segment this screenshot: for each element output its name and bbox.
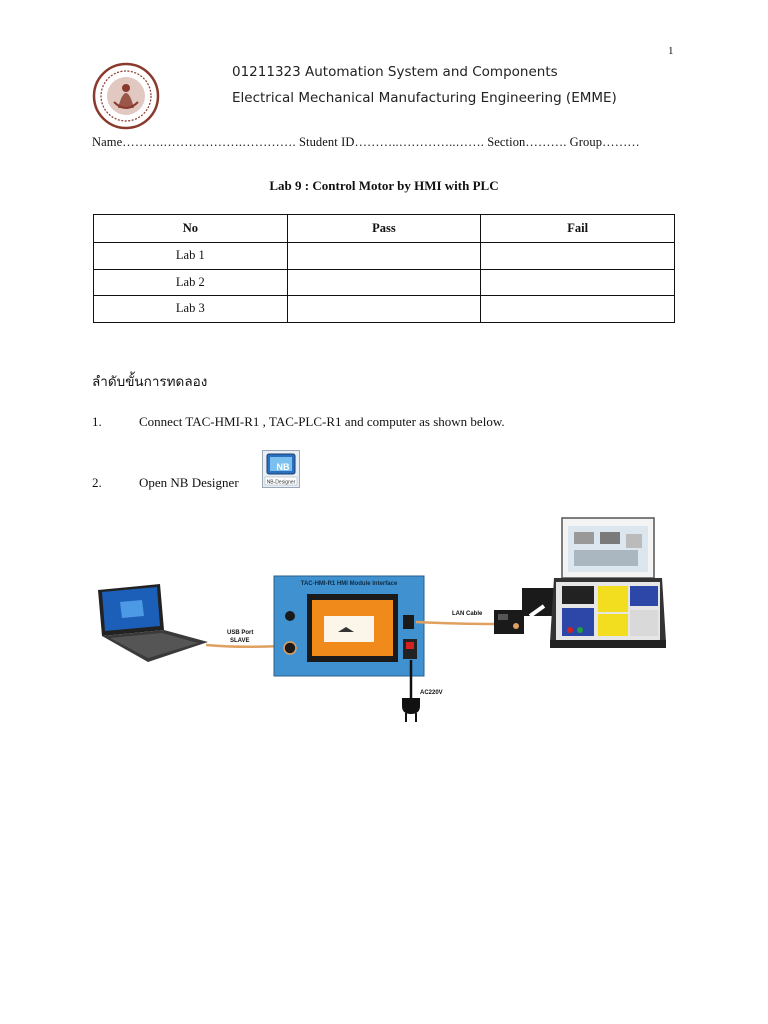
connection-diagram: [90, 512, 670, 730]
table-row: [94, 243, 675, 270]
course-title: 01211323 Automation System and Components: [232, 64, 558, 80]
student-info-line[interactable]: Name……….……………….…………. Student ID………..…………..……. Section………. Group………: [92, 135, 640, 149]
svg-text:NB: NB: [276, 462, 290, 472]
step-number: 2.: [92, 475, 102, 490]
nb-designer-app-icon[interactable]: [262, 450, 300, 488]
column-header-pass: Pass: [287, 215, 481, 243]
step-text: Connect TAC-HMI-R1 , TAC-PLC-R1 and computer as shown below.: [139, 414, 505, 429]
table-header-row: [94, 215, 675, 243]
pass-cell[interactable]: [287, 243, 481, 270]
table-row: [94, 296, 675, 323]
plc-trainer-case-icon: [550, 518, 666, 648]
laptop-icon: [98, 584, 208, 662]
page-number: 1: [668, 45, 674, 57]
hmi-module-icon: [274, 576, 424, 676]
fail-cell[interactable]: [481, 243, 675, 270]
column-header-no: No: [94, 215, 288, 243]
table-row: [94, 269, 675, 296]
pass-cell[interactable]: [287, 296, 481, 323]
lab-title: Lab 9 : Control Motor by HMI with PLC: [269, 178, 499, 193]
column-header-fail: Fail: [481, 215, 675, 243]
lab-number-cell: Lab 3: [94, 296, 288, 323]
lan-cable-label: LAN Cable: [452, 611, 483, 617]
hmi-title-label: TAC-HMI-R1 HMI Module Interface: [300, 581, 398, 587]
step-number: 1.: [92, 414, 102, 429]
usb-port-label: USB Port: [227, 630, 254, 636]
department-name: Electrical Mechanical Manufacturing Engineering (EMME): [232, 90, 617, 106]
result-table: [93, 214, 675, 323]
fail-cell[interactable]: [481, 296, 675, 323]
svg-text:NB-Designer: NB-Designer: [266, 479, 296, 486]
step-text: Open NB Designer: [139, 475, 239, 490]
pass-cell[interactable]: [287, 269, 481, 296]
ac-voltage-label: AC220V: [420, 690, 443, 696]
power-plug-icon: [402, 698, 420, 722]
lab-number-cell: Lab 1: [94, 243, 288, 270]
university-seal-icon: [92, 62, 160, 130]
usb-slave-label: SLAVE: [230, 638, 250, 644]
procedure-heading: ลำดับขั้นการทดลอง: [92, 374, 208, 390]
lab-number-cell: Lab 2: [94, 269, 288, 296]
fail-cell[interactable]: [481, 269, 675, 296]
